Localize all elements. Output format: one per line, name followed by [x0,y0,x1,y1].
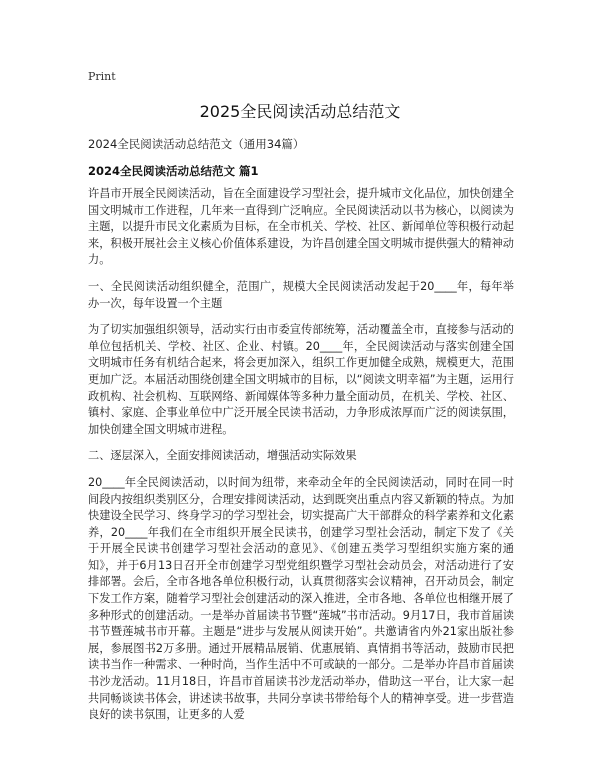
paragraph-organization: 为了切实加强组织领导，活动实行由市委宣传部统筹，活动覆盖全市，直接参与活动的单位包括机关、学校、社区、企业、村镇。20____年，全民阅读活动与落实创建全国文明城市任务有机结合起来，将会更加深入，组织工作更加健全成熟，规模更大，范围更加广泛。本届活动围绕创建全国文明城市的目标，以“阅读文明幸福”为主题，运用行政机构、社会机构、互联网络、新闻媒体等多种力量全面动员，在机关、学校、社区、镇村、家庭、企事业单位中广泛开展全民读书活动，力争形成浓厚而广泛的阅读氛围，加快创建全国文明城市进程。 [88,323,514,436]
paragraph-activities: 20____年全民阅读活动，以时间为纽带，来牵动全年的全民阅读活动，同时在同一时间段内按组织类别区分，合理安排阅读活动，达到既突出重点内容又新颖的特点。为加快建设全民学习、终身学习的学习型社会，切实提高广大干部群众的科学素养和文化素养，20____年我们在全市组织开展全民读书，创建学习型社会活动，制定下发了《关于开展全民读书创建学习型社会活动的意见》、《创建五类学习型组织实施方案的通知》，并于6月13日召开全市创建学习型党组织暨学习型社会动员会，对活动进行了安排部署。会后，全市各地各单位积极行动，认真贯彻落实会议精神，召开动员会，制定下发工作方案，随着学习型社会创建活动的深入推进，全市各地、各单位也相继开展了多种形式的创建活动。一是举办首届读书节暨“莲城”书市活动。9月17日，我市首届读书节暨莲城书市开幕。主题是“进步与发展从阅读开始”。共邀请省内外21家出版社参展，参展图书2万多册。通过开展精品展销、优惠展销、真情捐书等活动，鼓励市民把读书当作一种需求、一种时尚，当作生活中不可或缺的一部分。二是举办许昌市首届读书沙龙活动。11月18日，许昌市首届读书沙龙活动举办，借助这一平台，让大家一起共同畅谈读书体会，讲述读书故事，共同分享读书带给每个人的精神享受。进一步营造良好的读书氛围，让更多的人爱 [88,475,514,722]
print-link[interactable]: Print [88,70,116,83]
section-heading: 2024全民阅读活动总结范文 篇1 [88,164,259,178]
document-title: 2025全民阅读活动总结范文 [199,102,401,121]
document-subtitle: 2024全民阅读活动总结范文（通用34篇） [88,137,305,151]
paragraph-point-two: 二、逐层深入，全面安排阅读活动，增强活动实际效果 [88,449,357,463]
paragraph-point-one: 一、全民阅读活动组织健全，范围广，规模大全民阅读活动发起于20____年，每年举办一次，每年设置一个主题 [88,279,514,310]
paragraph-intro: 许昌市开展全民阅读活动，旨在全面建设学习型社会，提升城市文化品位，加快创建全国文明城市工作进程，几年来一直得到广泛响应。全民阅读活动以书为核心，以阅读为主题，以提升市民文化素质为目标，在全市机关、学校、社区、新闻单位等积极行动起来，积极开展社会主义核心价值体系建设，为许昌创建全国文明城市提供强大的精神动力。 [88,187,514,267]
article-body [88,186,514,736]
